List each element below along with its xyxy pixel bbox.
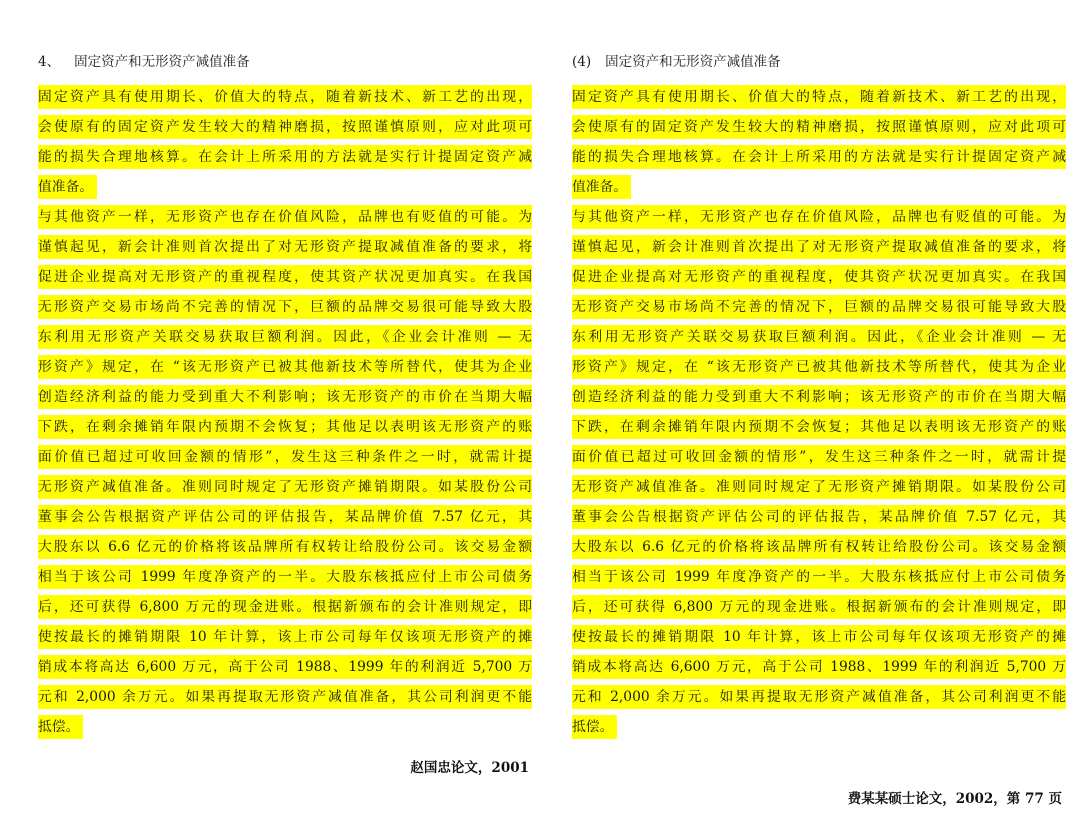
text-line: 促进企业提高对无形资产的重视程度，使其资产状况更加真实。在我国 xyxy=(572,265,1066,289)
paragraph-1 xyxy=(38,82,532,202)
heading-text: 固定资产和无形资产减值准备 xyxy=(74,54,250,70)
text-line: 抵偿。 xyxy=(572,715,617,739)
text-line: 相当于该公司 1999 年度净资产的一半。大股东核抵应付上市公司债务 xyxy=(38,565,532,589)
text-line: 谨慎起见，新会计准则首次提出了对无形资产提取减值准备的要求，将 xyxy=(38,235,532,259)
heading-number: (4) xyxy=(572,54,592,70)
text-line: 创造经济利益的能力受到重大不利影响；该无形资产的市价在当期大幅 xyxy=(572,385,1066,409)
text-line: 无形资产交易市场尚不完善的情况下，巨额的品牌交易很可能导致大股 xyxy=(572,295,1066,319)
text-line: 促进企业提高对无形资产的重视程度，使其资产状况更加真实。在我国 xyxy=(38,265,532,289)
right-citation: 费某某硕士论文，2002，第 77 页 xyxy=(847,791,1062,807)
section-heading xyxy=(38,52,532,72)
text-line: 大股东以 6.6 亿元的价格将该品牌所有权转让给股份公司。该交易金额 xyxy=(572,535,1066,559)
text-line: 抵偿。 xyxy=(38,715,83,739)
text-line: 后，还可获得 6,800 万元的现金进账。根据新颁布的会计准则规定，即 xyxy=(572,595,1066,619)
text-line: 创造经济利益的能力受到重大不利影响；该无形资产的市价在当期大幅 xyxy=(38,385,532,409)
text-line: 元和 2,000 余万元。如果再提取无形资产减值准备，其公司利润更不能 xyxy=(38,685,532,709)
text-line: 与其他资产一样，无形资产也存在价值风险，品牌也有贬值的可能。为 xyxy=(572,205,1066,229)
text-line: 相当于该公司 1999 年度净资产的一半。大股东核抵应付上市公司债务 xyxy=(572,565,1066,589)
text-line: 东利用无形资产关联交易获取巨额利润。因此，《企业会计准则 — 无 xyxy=(572,325,1066,349)
text-line: 值准备。 xyxy=(38,175,97,199)
text-line: 销成本将高达 6,600 万元，高于公司 1988、1999 年的利润近 5,700 万 xyxy=(572,655,1066,679)
text-line: 无形资产减值准备。准则同时规定了无形资产摊销期限。如某股份公司 xyxy=(572,475,1066,499)
text-line: 下跌，在剩余摊销年限内预期不会恢复；其他足以表明该无形资产的账 xyxy=(38,415,532,439)
text-line: 董事会公告根据资产评估公司的评估报告，某品牌价值 7.57 亿元，其 xyxy=(38,505,532,529)
paragraph-2 xyxy=(572,202,1066,742)
section-heading xyxy=(572,52,1066,72)
text-line: 大股东以 6.6 亿元的价格将该品牌所有权转让给股份公司。该交易金额 xyxy=(38,535,532,559)
text-line: 销成本将高达 6,600 万元，高于公司 1988、1999 年的利润近 5,700 万 xyxy=(38,655,532,679)
text-line: 面价值已超过可收回金额的情形”，发生这三种条件之一时，就需计提 xyxy=(38,445,532,469)
text-line: 谨慎起见，新会计准则首次提出了对无形资产提取减值准备的要求，将 xyxy=(572,235,1066,259)
text-line: 面价值已超过可收回金额的情形”，发生这三种条件之一时，就需计提 xyxy=(572,445,1066,469)
heading-text: 固定资产和无形资产减值准备 xyxy=(605,54,781,70)
text-line: 能的损失合理地核算。在会计上所采用的方法就是实行计提固定资产减 xyxy=(38,145,532,169)
paragraph-2 xyxy=(38,202,532,742)
text-line: 董事会公告根据资产评估公司的评估报告，某品牌价值 7.57 亿元，其 xyxy=(572,505,1066,529)
text-line: 与其他资产一样，无形资产也存在价值风险，品牌也有贬值的可能。为 xyxy=(38,205,532,229)
paragraph-1 xyxy=(572,82,1066,202)
text-line: 固定资产具有使用期长、价值大的特点，随着新技术、新工艺的出现， xyxy=(38,85,532,109)
text-line: 元和 2,000 余万元。如果再提取无形资产减值准备，其公司利润更不能 xyxy=(572,685,1066,709)
text-line: 能的损失合理地核算。在会计上所采用的方法就是实行计提固定资产减 xyxy=(572,145,1066,169)
heading-number: 4、 xyxy=(38,54,61,70)
text-line: 使按最长的摊销期限 10 年计算，该上市公司每年仅该项无形资产的摊 xyxy=(38,625,532,649)
left-citation: 赵国忠论文，2001 xyxy=(410,760,529,776)
text-line: 使按最长的摊销期限 10 年计算，该上市公司每年仅该项无形资产的摊 xyxy=(572,625,1066,649)
text-line: 形资产》规定，在 “该无形资产已被其他新技术等所替代，使其为企业 xyxy=(38,355,532,379)
text-line: 后，还可获得 6,800 万元的现金进账。根据新颁布的会计准则规定，即 xyxy=(38,595,532,619)
text-line: 值准备。 xyxy=(572,175,631,199)
text-line: 形资产》规定，在 “该无形资产已被其他新技术等所替代，使其为企业 xyxy=(572,355,1066,379)
text-line: 会使原有的固定资产发生较大的精神磨损，按照谨慎原则，应对此项可 xyxy=(572,115,1066,139)
right-column xyxy=(572,52,1066,742)
text-line: 东利用无形资产关联交易获取巨额利润。因此，《企业会计准则 — 无 xyxy=(38,325,532,349)
text-line: 无形资产交易市场尚不完善的情况下，巨额的品牌交易很可能导致大股 xyxy=(38,295,532,319)
left-column xyxy=(38,52,532,742)
text-line: 会使原有的固定资产发生较大的精神磨损，按照谨慎原则，应对此项可 xyxy=(38,115,532,139)
text-line: 固定资产具有使用期长、价值大的特点，随着新技术、新工艺的出现， xyxy=(572,85,1066,109)
text-line: 下跌，在剩余摊销年限内预期不会恢复；其他足以表明该无形资产的账 xyxy=(572,415,1066,439)
text-line: 无形资产减值准备。准则同时规定了无形资产摊销期限。如某股份公司 xyxy=(38,475,532,499)
